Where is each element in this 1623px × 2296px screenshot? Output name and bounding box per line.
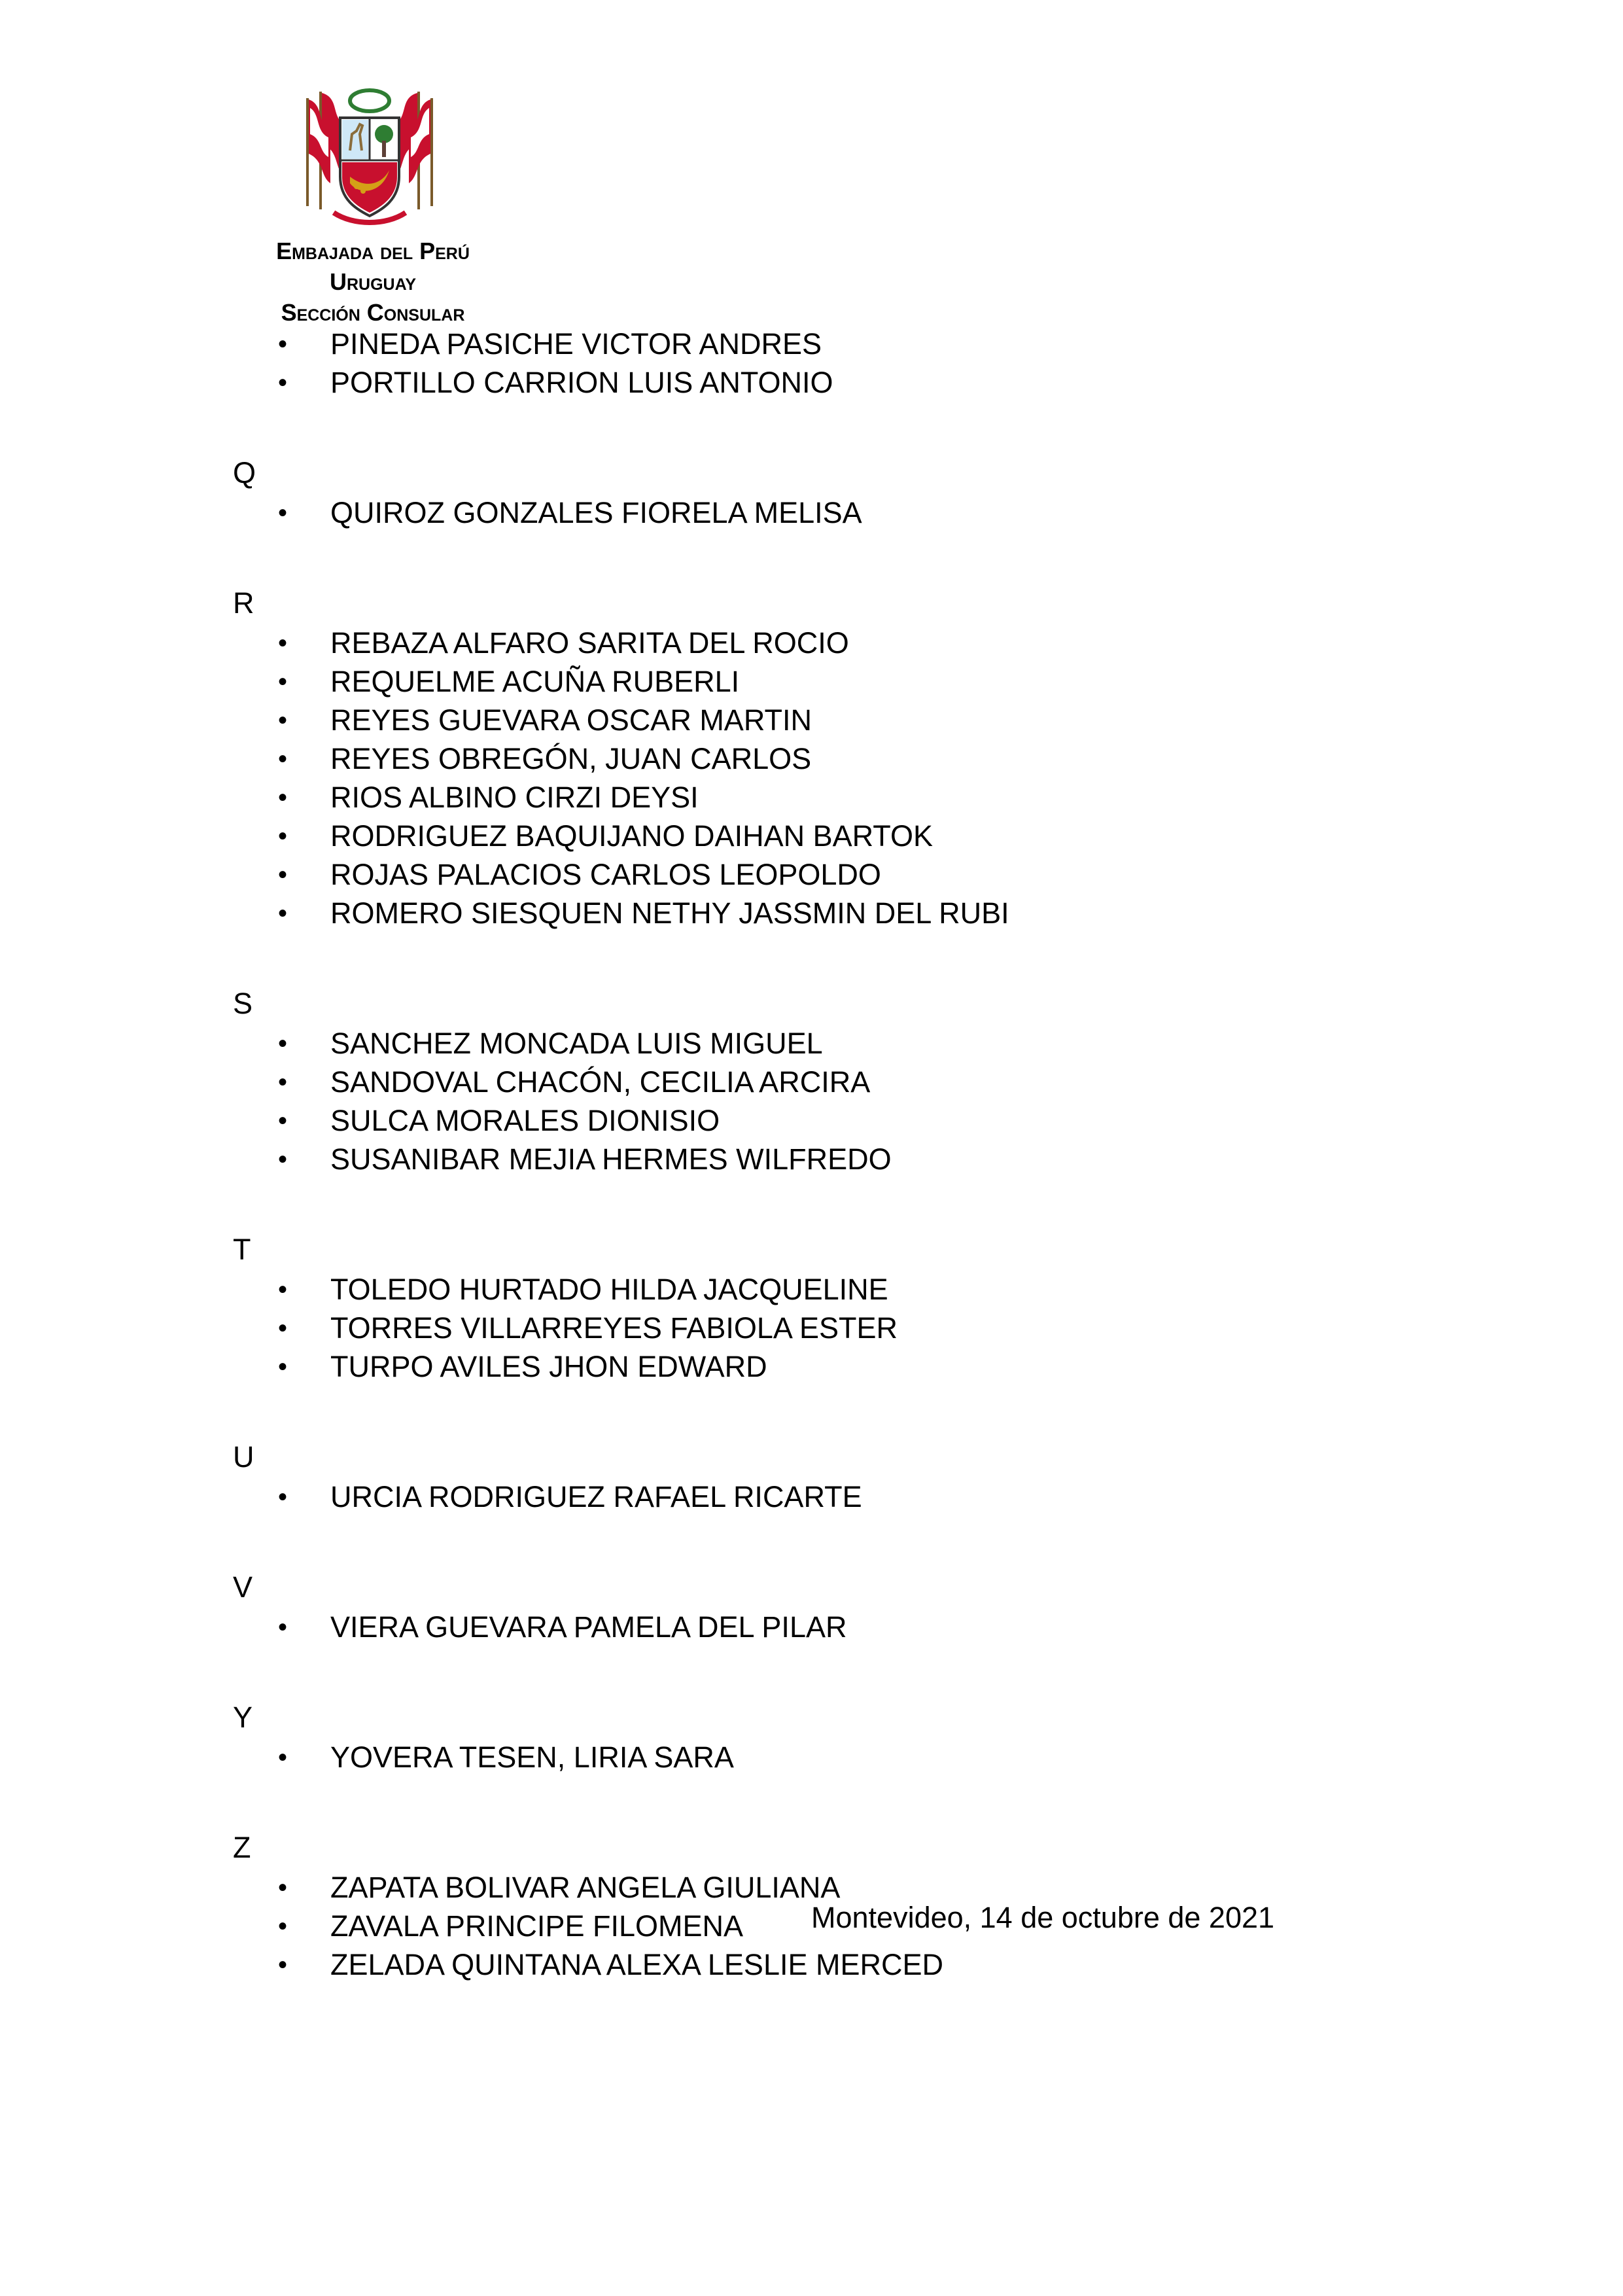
bullet-icon: •: [278, 783, 288, 812]
person-name: TOLEDO HURTADO HILDA JACQUELINE: [330, 1273, 888, 1306]
person-name: TORRES VILLARREYES FABIOLA ESTER: [330, 1311, 898, 1345]
person-name: REYES GUEVARA OSCAR MARTIN: [330, 703, 812, 737]
bullet-icon: •: [278, 667, 288, 696]
bullet-icon: •: [278, 1068, 288, 1097]
embassy-name: Embajada del Perú: [276, 238, 470, 264]
person-name: ZAVALA PRINCIPE FILOMENA: [330, 1909, 743, 1943]
bullet-icon: •: [278, 1483, 288, 1511]
bullet-icon: •: [278, 1106, 288, 1135]
bullet-icon: •: [278, 706, 288, 735]
person-name: ROMERO SIESQUEN NETHY JASSMIN DEL RUBI: [330, 896, 1009, 930]
person-name: PORTILLO CARRION LUIS ANTONIO: [330, 366, 833, 399]
bullet-icon: •: [278, 860, 288, 889]
section-letter-s: S: [233, 987, 253, 1020]
person-name: SANDOVAL CHACÓN, CECILIA ARCIRA: [330, 1065, 871, 1099]
bullet-icon: •: [278, 1145, 288, 1174]
bullet-icon: •: [278, 1951, 288, 1979]
person-name: RIOS ALBINO CIRZI DEYSI: [330, 781, 699, 814]
bullet-icon: •: [278, 368, 288, 397]
bullet-icon: •: [278, 1912, 288, 1941]
section-letter-z: Z: [233, 1831, 251, 1864]
person-name: QUIROZ GONZALES FIORELA MELISA: [330, 496, 862, 529]
person-name: ROJAS PALACIOS CARLOS LEOPOLDO: [330, 858, 881, 891]
section-letter-q: Q: [233, 456, 256, 489]
bullet-icon: •: [278, 1352, 288, 1381]
bullet-icon: •: [278, 499, 288, 527]
bullet-icon: •: [278, 1873, 288, 1902]
section-letter-y: Y: [233, 1701, 253, 1734]
bullet-icon: •: [278, 330, 288, 359]
bullet-icon: •: [278, 1275, 288, 1304]
section-letter-t: T: [233, 1233, 251, 1266]
person-name: SANCHEZ MONCADA LUIS MIGUEL: [330, 1027, 823, 1060]
bullet-icon: •: [278, 1613, 288, 1642]
section-letter-u: U: [233, 1440, 254, 1474]
place-and-date: Montevideo, 14 de octubre de 2021: [811, 1901, 1275, 1934]
bullet-icon: •: [278, 1314, 288, 1343]
person-name: REYES OBREGÓN, JUAN CARLOS: [330, 742, 812, 775]
person-name: SULCA MORALES DIONISIO: [330, 1104, 720, 1137]
person-name: SUSANIBAR MEJIA HERMES WILFREDO: [330, 1142, 892, 1176]
person-name: ZAPATA BOLIVAR ANGELA GIULIANA: [330, 1871, 841, 1904]
person-name: URCIA RODRIGUEZ RAFAEL RICARTE: [330, 1480, 862, 1513]
person-name: REBAZA ALFARO SARITA DEL ROCIO: [330, 626, 849, 660]
bullet-icon: •: [278, 822, 288, 851]
person-name: PINEDA PASICHE VICTOR ANDRES: [330, 327, 822, 361]
person-name: ZELADA QUINTANA ALEXA LESLIE MERCED: [330, 1948, 944, 1981]
person-name: RODRIGUEZ BAQUIJANO DAIHAN BARTOK: [330, 819, 933, 853]
person-name: TURPO AVILES JHON EDWARD: [330, 1350, 767, 1383]
person-name: REQUELME ACUÑA RUBERLI: [330, 665, 740, 698]
bullet-icon: •: [278, 745, 288, 773]
person-name: YOVERA TESEN, LIRIA SARA: [330, 1740, 734, 1774]
section-letter-r: R: [233, 586, 254, 620]
embassy-section: Sección Consular: [281, 299, 465, 326]
bullet-icon: •: [278, 899, 288, 928]
section-letter-v: V: [233, 1570, 253, 1604]
embassy-country: Uruguay: [329, 268, 417, 295]
bullet-icon: •: [278, 1743, 288, 1772]
bullet-icon: •: [278, 1029, 288, 1058]
bullet-icon: •: [278, 629, 288, 658]
person-name: VIERA GUEVARA PAMELA DEL PILAR: [330, 1610, 847, 1644]
